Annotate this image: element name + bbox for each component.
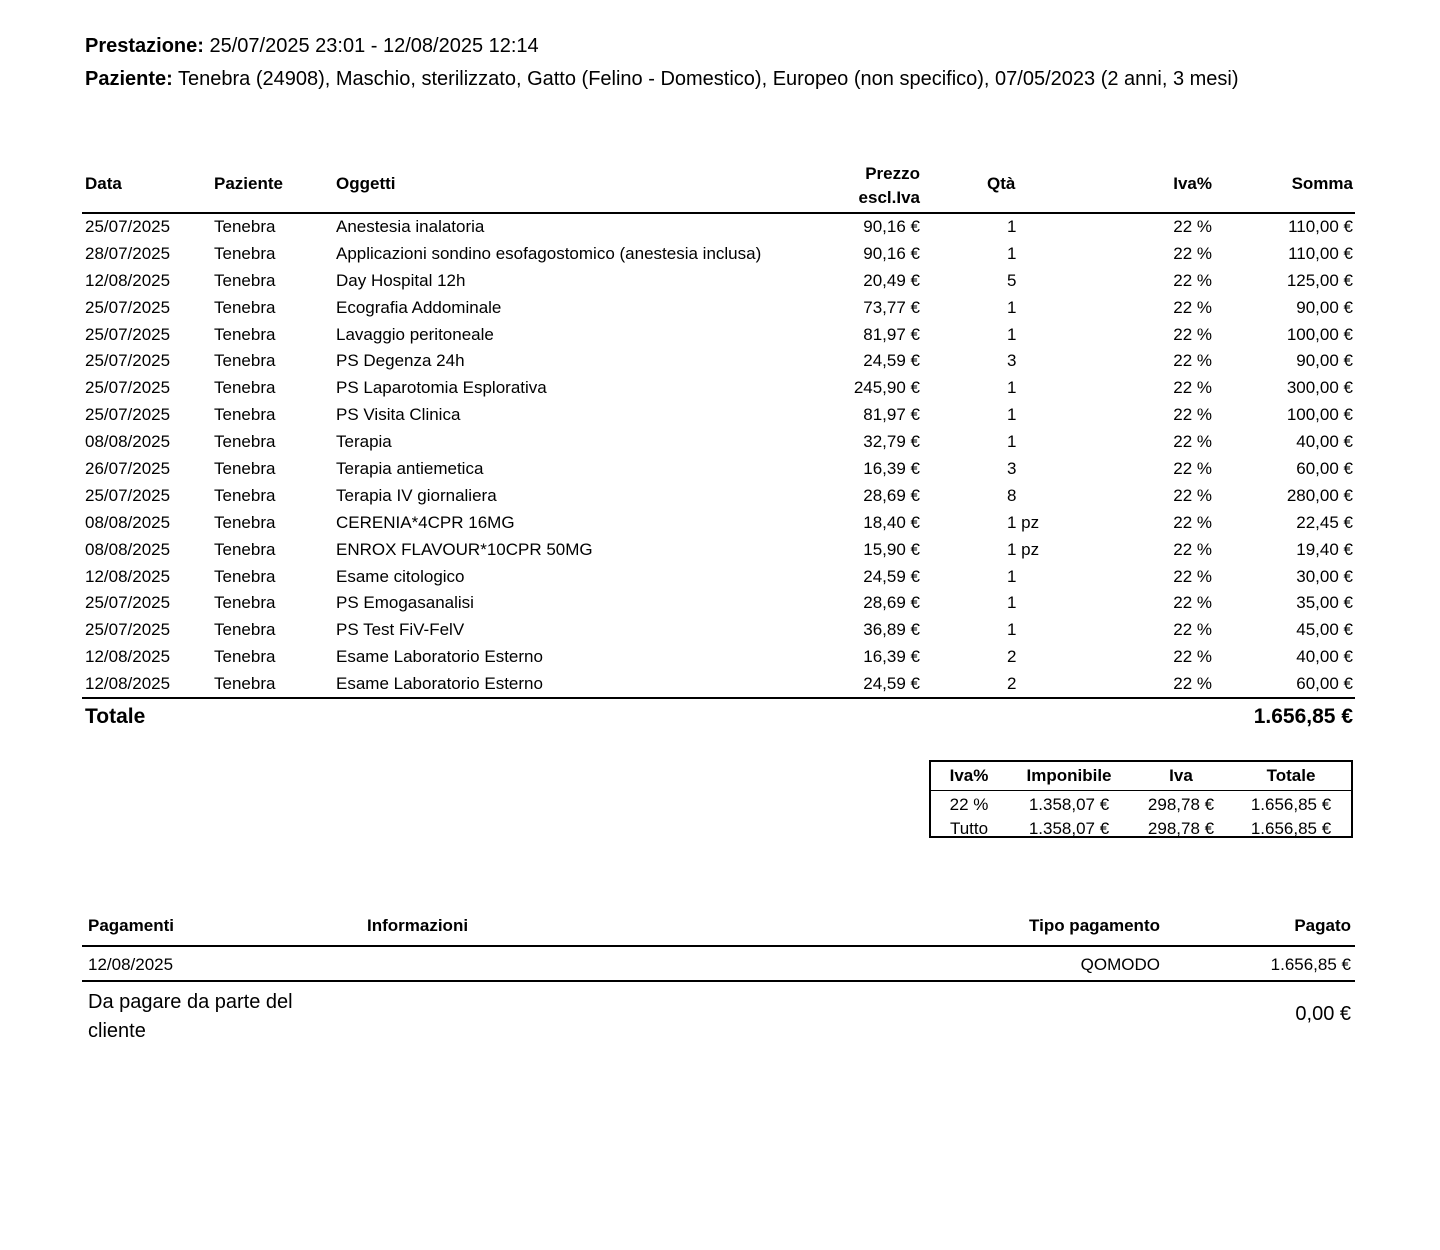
vat-col-iva-amount: Iva bbox=[1169, 766, 1193, 785]
vat-col-totale: Totale bbox=[1266, 766, 1316, 785]
cell-qta: 5 bbox=[1007, 270, 1017, 290]
cell-data: 25/07/2025 bbox=[85, 217, 171, 236]
cell-prezzo: 16,39 € bbox=[863, 459, 920, 479]
cell-iva: 22 % bbox=[1173, 270, 1212, 290]
cell-prezzo: 90,16 € bbox=[863, 217, 920, 236]
col-header-qta: Qtà bbox=[987, 174, 1016, 193]
table-row bbox=[82, 483, 1355, 510]
cell-data: 25/07/2025 bbox=[85, 620, 171, 640]
total-label: Totale bbox=[85, 705, 146, 728]
cell-data: 08/08/2025 bbox=[85, 512, 171, 532]
cell-data: 28/07/2025 bbox=[85, 243, 171, 263]
cell-iva: 22 % bbox=[1173, 647, 1212, 667]
cell-data: 12/08/2025 bbox=[85, 674, 171, 694]
cell-somma: 22,45 € bbox=[1296, 512, 1353, 532]
cell-qta: 3 bbox=[1007, 351, 1017, 371]
col-header-oggetti: Oggetti bbox=[336, 174, 396, 193]
vat-cell-totale: 1.656,85 € bbox=[1250, 819, 1332, 838]
vat-cell-totale: 1.656,85 € bbox=[1250, 795, 1332, 814]
cell-iva: 22 % bbox=[1173, 512, 1212, 532]
table-row bbox=[82, 268, 1355, 295]
cell-somma: 125,00 € bbox=[1286, 270, 1353, 290]
cell-somma: 280,00 € bbox=[1286, 485, 1353, 505]
cell-qta: 1 bbox=[1007, 405, 1017, 425]
cell-iva: 22 % bbox=[1173, 378, 1212, 398]
cell-prezzo: 24,59 € bbox=[863, 674, 920, 694]
cell-somma: 110,00 € bbox=[1288, 243, 1353, 263]
cell-somma: 90,00 € bbox=[1296, 297, 1353, 317]
cell-prezzo: 245,90 € bbox=[853, 378, 920, 398]
cell-prezzo: 15,90 € bbox=[863, 539, 920, 559]
cell-somma: 300,00 € bbox=[1286, 378, 1353, 398]
cell-qta: 1 bbox=[1007, 593, 1017, 613]
col-header-prezzo bbox=[859, 162, 920, 210]
cell-paziente: Tenebra bbox=[214, 270, 276, 290]
cell-somma: 60,00 € bbox=[1296, 459, 1353, 479]
cell-paziente: Tenebra bbox=[214, 459, 276, 479]
cell-qta: 1 bbox=[1007, 217, 1017, 236]
cell-iva: 22 % bbox=[1173, 485, 1212, 505]
cell-qta: 2 bbox=[1007, 647, 1017, 667]
cell-oggetto: Terapia bbox=[336, 432, 392, 452]
cell-qta: 1 bbox=[1007, 566, 1017, 586]
cell-iva: 22 % bbox=[1173, 324, 1212, 344]
cell-paziente: Tenebra bbox=[214, 647, 276, 667]
cell-prezzo: 20,49 € bbox=[863, 270, 920, 290]
vat-cell-imponibile: 1.358,07 € bbox=[1028, 795, 1110, 814]
table-row bbox=[82, 402, 1355, 429]
cell-oggetto: Terapia antiemetica bbox=[336, 459, 484, 479]
table-row bbox=[82, 214, 1355, 241]
cell-data: 25/07/2025 bbox=[85, 324, 171, 344]
cell-iva: 22 % bbox=[1173, 539, 1212, 559]
cell-qta: 3 bbox=[1007, 459, 1017, 479]
paziente-label: Paziente: bbox=[85, 68, 173, 90]
col-header-data: Data bbox=[85, 174, 122, 193]
amount-due-value: 0,00 € bbox=[1295, 1003, 1351, 1025]
table-row bbox=[82, 295, 1355, 322]
table-row bbox=[82, 537, 1355, 564]
cell-paziente: Tenebra bbox=[214, 217, 276, 236]
cell-iva: 22 % bbox=[1173, 620, 1212, 640]
table-row bbox=[82, 617, 1355, 644]
cell-data: 12/08/2025 bbox=[85, 647, 171, 667]
cell-prezzo: 81,97 € bbox=[863, 405, 920, 425]
cell-paziente: Tenebra bbox=[214, 324, 276, 344]
pay-cell-tipo: QOMODO bbox=[1080, 955, 1160, 974]
pay-col-informazioni: Informazioni bbox=[367, 916, 469, 935]
col-header-paziente: Paziente bbox=[214, 174, 283, 193]
cell-paziente: Tenebra bbox=[214, 351, 276, 371]
items-table-header bbox=[82, 158, 1355, 214]
vat-cell-imponibile: 1.358,07 € bbox=[1028, 819, 1110, 838]
cell-qta: 1 bbox=[1007, 432, 1017, 452]
cell-prezzo: 24,59 € bbox=[863, 566, 920, 586]
cell-somma: 19,40 € bbox=[1296, 539, 1353, 559]
cell-somma: 30,00 € bbox=[1296, 566, 1353, 586]
cell-iva: 22 % bbox=[1173, 566, 1212, 586]
cell-data: 25/07/2025 bbox=[85, 297, 171, 317]
pay-cell-pagato: 1.656,85 € bbox=[1270, 955, 1351, 974]
cell-oggetto: PS Test FiV-FelV bbox=[336, 620, 465, 640]
cell-somma: 110,00 € bbox=[1288, 217, 1353, 236]
cell-oggetto: PS Visita Clinica bbox=[336, 405, 461, 425]
cell-data: 25/07/2025 bbox=[85, 378, 171, 398]
table-row bbox=[82, 348, 1355, 375]
cell-somma: 45,00 € bbox=[1296, 620, 1353, 640]
cell-data: 26/07/2025 bbox=[85, 459, 171, 479]
cell-oggetto: Ecografia Addominale bbox=[336, 297, 502, 317]
prestazione-line bbox=[85, 35, 539, 58]
cell-iva: 22 % bbox=[1173, 351, 1212, 371]
items-table-body bbox=[82, 214, 1355, 698]
table-row bbox=[82, 429, 1355, 456]
cell-prezzo: 32,79 € bbox=[863, 432, 920, 452]
cell-paziente: Tenebra bbox=[214, 620, 276, 640]
cell-iva: 22 % bbox=[1173, 297, 1212, 317]
cell-prezzo: 28,69 € bbox=[863, 593, 920, 613]
vat-cell-iva-amount: 298,78 € bbox=[1147, 819, 1215, 838]
cell-data: 08/08/2025 bbox=[85, 539, 171, 559]
paziente-value: Tenebra (24908), Maschio, sterilizzato, Gatto (Felino - Domestico), Europeo (non specifico), 07/05/2023 (2 anni, 3 mesi) bbox=[178, 68, 1239, 90]
cell-somma: 100,00 € bbox=[1286, 324, 1353, 344]
cell-prezzo: 16,39 € bbox=[863, 647, 920, 667]
vat-cell-iva: Tutto bbox=[949, 819, 989, 838]
cell-oggetto: Esame Laboratorio Esterno bbox=[336, 647, 543, 667]
cell-oggetto: PS Emogasanalisi bbox=[336, 593, 474, 613]
table-row bbox=[82, 947, 1355, 982]
cell-somma: 40,00 € bbox=[1296, 432, 1353, 452]
cell-iva: 22 % bbox=[1173, 432, 1212, 452]
table-row bbox=[82, 564, 1355, 591]
cell-qta: 1 bbox=[1007, 243, 1017, 263]
cell-oggetto: Day Hospital 12h bbox=[336, 270, 466, 290]
table-row bbox=[82, 375, 1355, 402]
cell-qta: 1 bbox=[1007, 297, 1017, 317]
pay-cell-data: 12/08/2025 bbox=[88, 955, 174, 974]
cell-somma: 60,00 € bbox=[1296, 674, 1353, 694]
cell-data: 12/08/2025 bbox=[85, 566, 171, 586]
cell-paziente: Tenebra bbox=[214, 432, 276, 452]
table-row bbox=[82, 456, 1355, 483]
table-row bbox=[82, 671, 1355, 698]
cell-somma: 90,00 € bbox=[1296, 351, 1353, 371]
cell-data: 25/07/2025 bbox=[85, 593, 171, 613]
cell-qta: 1 pz bbox=[1007, 539, 1040, 559]
cell-oggetto: Esame Laboratorio Esterno bbox=[336, 674, 543, 694]
cell-oggetto: Esame citologico bbox=[336, 566, 465, 586]
cell-qta: 8 bbox=[1007, 485, 1017, 505]
cell-prezzo: 24,59 € bbox=[863, 351, 920, 371]
cell-qta: 1 bbox=[1007, 378, 1017, 398]
total-value: 1.656,85 € bbox=[1253, 705, 1353, 728]
cell-oggetto: Lavaggio peritoneale bbox=[336, 324, 494, 344]
cell-iva: 22 % bbox=[1173, 405, 1212, 425]
cell-data: 25/07/2025 bbox=[85, 405, 171, 425]
pay-col-tipo: Tipo pagamento bbox=[1029, 916, 1160, 935]
cell-iva: 22 % bbox=[1173, 217, 1212, 236]
cell-paziente: Tenebra bbox=[214, 512, 276, 532]
cell-oggetto: Terapia IV giornaliera bbox=[336, 485, 497, 505]
pay-col-pagamenti: Pagamenti bbox=[88, 916, 174, 935]
cell-prezzo: 36,89 € bbox=[863, 620, 920, 640]
cell-paziente: Tenebra bbox=[214, 378, 276, 398]
col-header-iva: Iva% bbox=[1173, 174, 1212, 193]
cell-data: 12/08/2025 bbox=[85, 270, 171, 290]
cell-qta: 2 bbox=[1007, 674, 1017, 694]
vat-col-imponibile: Imponibile bbox=[1026, 766, 1112, 785]
cell-paziente: Tenebra bbox=[214, 539, 276, 559]
table-row bbox=[82, 590, 1355, 617]
cell-qta: 1 bbox=[1007, 620, 1017, 640]
col-header-somma: Somma bbox=[1291, 174, 1353, 193]
cell-oggetto: PS Laparotomia Esplorativa bbox=[336, 378, 547, 398]
items-total-row bbox=[82, 697, 1355, 728]
vat-summary-table bbox=[929, 760, 1353, 838]
cell-qta: 1 bbox=[1007, 324, 1017, 344]
cell-iva: 22 % bbox=[1173, 459, 1212, 479]
table-row bbox=[82, 241, 1355, 268]
cell-somma: 35,00 € bbox=[1296, 593, 1353, 613]
cell-oggetto: Applicazioni sondino esofagostomico (anestesia inclusa) bbox=[336, 243, 762, 263]
prestazione-label: Prestazione: bbox=[85, 35, 204, 57]
vat-summary-header bbox=[931, 762, 1351, 791]
cell-data: 25/07/2025 bbox=[85, 485, 171, 505]
cell-paziente: Tenebra bbox=[214, 674, 276, 694]
vat-cell-iva-amount: 298,78 € bbox=[1147, 795, 1215, 814]
cell-prezzo: 90,16 € bbox=[863, 243, 920, 263]
cell-prezzo: 73,77 € bbox=[863, 297, 920, 317]
table-row bbox=[82, 644, 1355, 671]
cell-paziente: Tenebra bbox=[214, 566, 276, 586]
pay-col-pagato: Pagato bbox=[1294, 916, 1351, 935]
cell-data: 25/07/2025 bbox=[85, 351, 171, 371]
cell-oggetto: Anestesia inalatoria bbox=[336, 217, 485, 236]
col-header-prezzo-line2: escl.Iva bbox=[858, 188, 920, 207]
cell-prezzo: 81,97 € bbox=[863, 324, 920, 344]
cell-data: 08/08/2025 bbox=[85, 432, 171, 452]
cell-qta: 1 pz bbox=[1007, 512, 1040, 532]
payments-table-header bbox=[82, 912, 1355, 947]
cell-oggetto: ENROX FLAVOUR*10CPR 50MG bbox=[336, 539, 593, 559]
prestazione-value: 25/07/2025 23:01 - 12/08/2025 12:14 bbox=[209, 35, 539, 57]
cell-somma: 100,00 € bbox=[1286, 405, 1353, 425]
cell-paziente: Tenebra bbox=[214, 485, 276, 505]
cell-iva: 22 % bbox=[1173, 243, 1212, 263]
cell-iva: 22 % bbox=[1173, 593, 1212, 613]
col-header-prezzo-line1: Prezzo bbox=[865, 164, 920, 183]
paziente-line bbox=[85, 68, 1239, 91]
table-row bbox=[82, 322, 1355, 349]
cell-somma: 40,00 € bbox=[1296, 647, 1353, 667]
vat-cell-iva: 22 % bbox=[949, 795, 989, 814]
cell-oggetto: CERENIA*4CPR 16MG bbox=[336, 512, 515, 532]
table-row bbox=[931, 791, 1351, 815]
cell-oggetto: PS Degenza 24h bbox=[336, 351, 465, 371]
cell-paziente: Tenebra bbox=[214, 405, 276, 425]
cell-paziente: Tenebra bbox=[214, 297, 276, 317]
cell-paziente: Tenebra bbox=[214, 243, 276, 263]
cell-prezzo: 18,40 € bbox=[863, 512, 920, 532]
cell-iva: 22 % bbox=[1173, 674, 1212, 694]
table-row bbox=[82, 510, 1355, 537]
table-row bbox=[931, 815, 1351, 839]
amount-due-label: Da pagare da parte del cliente bbox=[88, 991, 293, 1042]
cell-prezzo: 28,69 € bbox=[863, 485, 920, 505]
cell-paziente: Tenebra bbox=[214, 593, 276, 613]
vat-col-iva: Iva% bbox=[949, 766, 989, 785]
